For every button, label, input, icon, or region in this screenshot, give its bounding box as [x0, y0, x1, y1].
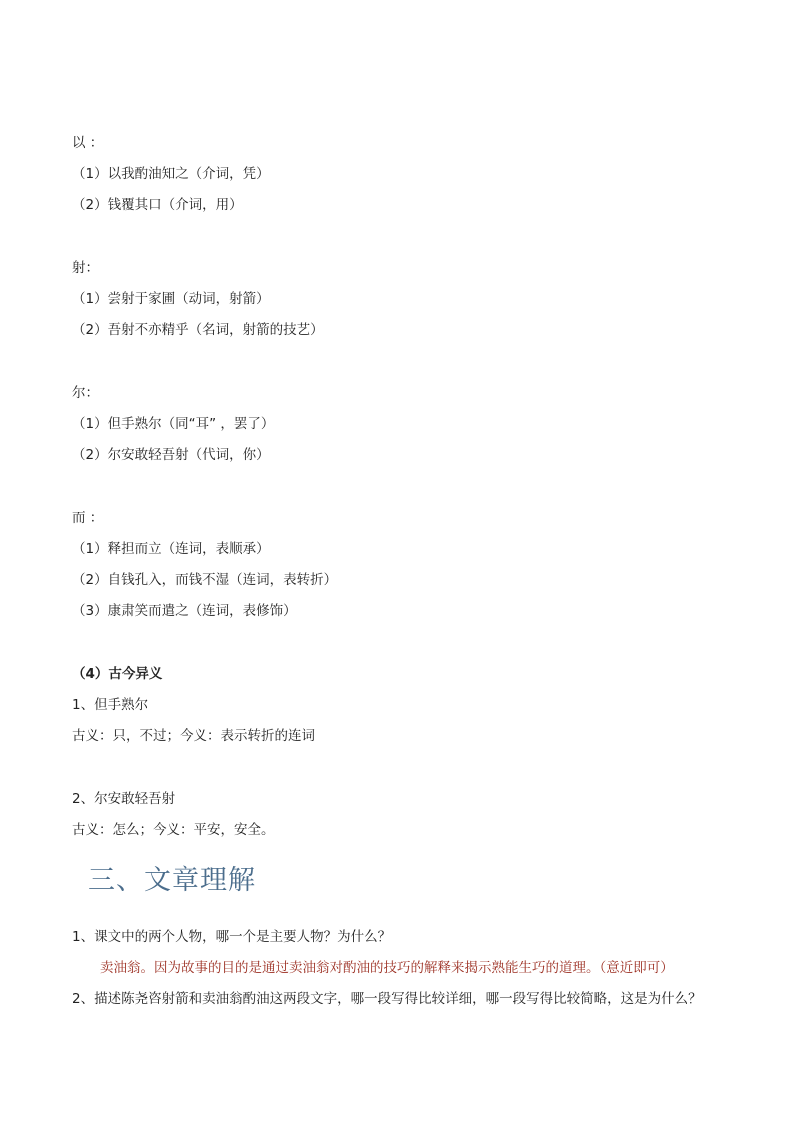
section-heading: 三、文章理解 [88, 865, 256, 896]
group-er-item-1: （1）但手熟尔（同“耳” ，罢了） [72, 416, 275, 432]
group-yi-item-1: （1）以我酌油知之（介词，凭） [72, 166, 270, 182]
group-yi-title: 以 ： [72, 135, 104, 151]
gujin-title: （4）古今异义 [72, 666, 163, 682]
answer-1: 卖油翁。因为故事的目的是通过卖油翁对酌油的技巧的解释来揭示熟能生巧的道理。（意近即可） [100, 960, 674, 976]
group-er-item-2: （2）尔安敢轻吾射（代词，你） [72, 447, 270, 463]
question-2: 2、描述陈尧咨射箭和卖油翁酌油这两段文字，哪一段写得比较详细，哪一段写得比较简略，这是为什么？ [72, 991, 702, 1007]
gujin-meaning-2: 古义：怎么；今义：平安，安全。 [72, 822, 275, 838]
group-she-title: 射： [72, 260, 99, 276]
gujin-meaning-1: 古义：只，不过；今义：表示转折的连词 [72, 728, 315, 744]
question-1: 1、课文中的两个人物，哪一个是主要人物？为什么？ [72, 929, 392, 945]
group-er-title: 尔： [72, 385, 99, 401]
group-she-item-2: （2）吾射不亦精乎（名词，射箭的技艺） [72, 322, 324, 338]
gujin-phrase-1: 1、但手熟尔 [72, 697, 149, 713]
group-she-item-1: （1）尝射于家圃（动词，射箭） [72, 291, 270, 307]
group-er2-item-1: （1）释担而立（连词，表顺承） [72, 541, 270, 557]
group-er2-title: 而 ： [72, 510, 104, 526]
gujin-phrase-2: 2、尔安敢轻吾射 [72, 791, 176, 807]
group-er2-item-3: （3）康肃笑而遣之（连词，表修饰） [72, 603, 297, 619]
group-er2-item-2: （2）自钱孔入，而钱不湿（连词，表转折） [72, 572, 338, 588]
group-yi-item-2: （2）钱覆其口（介词，用） [72, 197, 243, 213]
